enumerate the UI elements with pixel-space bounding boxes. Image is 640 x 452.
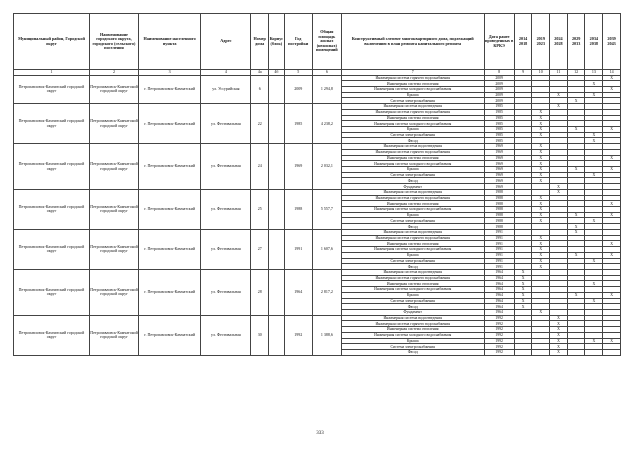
locality-cell: г. Петропавловск-Камчатский — [138, 229, 200, 269]
year-built-cell: 2009 — [284, 75, 312, 104]
work-type-cell: Инженерная система холодного водоснабжения — [341, 121, 484, 127]
last-repair-date-cell: 1985 — [484, 126, 514, 132]
period-mark-cell: X — [514, 304, 532, 310]
last-repair-date-cell: 1991 — [484, 241, 514, 247]
house-number-cell: 24 — [251, 144, 269, 190]
locality-cell: г. Петропавловск-Камчатский — [138, 144, 200, 190]
period-mark-cell — [514, 350, 532, 356]
period-mark-cell: X — [532, 247, 550, 253]
period-mark-cell: X — [585, 298, 603, 304]
period-mark-cell: X — [585, 92, 603, 98]
col-num: 10 — [532, 70, 550, 76]
period-mark-cell: X — [603, 252, 621, 258]
work-type-cell: Фасад — [341, 350, 484, 356]
last-repair-date-cell: 1969 — [484, 161, 514, 167]
work-type-cell: Инженерная система холодного водоснабжения — [341, 161, 484, 167]
period-mark-cell: X — [567, 252, 585, 258]
period-mark-cell: X — [603, 201, 621, 207]
work-type-cell: Инженерная система горячего водоснабжения — [341, 109, 484, 115]
col-period-4: 2029 2033 — [567, 14, 585, 70]
period-mark-cell: X — [603, 126, 621, 132]
col-num: 1 — [14, 70, 90, 76]
korpus-cell — [269, 229, 285, 269]
table-header — [14, 14, 621, 76]
work-type-cell: Фасад — [341, 138, 484, 144]
period-mark-cell: X — [585, 138, 603, 144]
col-num: 4б — [269, 70, 285, 76]
col-num: 2 — [90, 70, 139, 76]
last-repair-date-cell: 1985 — [484, 132, 514, 138]
work-type-cell: Инженерная система холодного водоснабжения — [341, 247, 484, 253]
period-mark-cell: X — [550, 189, 568, 195]
last-repair-date-cell: 1992 — [484, 327, 514, 333]
area-cell: 4 238,2 — [312, 104, 341, 144]
work-type-cell: Инженерная система отопления — [341, 201, 484, 207]
work-type-cell: Крыша — [341, 292, 484, 298]
last-repair-date-cell: 1991 — [484, 258, 514, 264]
last-repair-date-cell: 1992 — [484, 350, 514, 356]
last-repair-date-cell: 1992 — [484, 344, 514, 350]
last-repair-date-cell: 1992 — [484, 332, 514, 338]
period-mark-cell: X — [585, 81, 603, 87]
work-type-cell: Фундамент — [341, 184, 484, 190]
work-type-cell: Система электроснабжения — [341, 258, 484, 264]
period-mark-cell — [585, 350, 603, 356]
settlement-cell: Петропавловск-Камчатский городской округ — [90, 144, 139, 190]
work-type-cell: Система электроснабжения — [341, 344, 484, 350]
period-mark-cell: X — [532, 121, 550, 127]
work-type-cell: Фасад — [341, 264, 484, 270]
locality-cell: г. Петропавловск-Камчатский — [138, 75, 200, 104]
area-cell: 2 032,1 — [312, 144, 341, 190]
last-repair-date-cell: 1991 — [484, 252, 514, 258]
work-type-cell: Инженерная система водоотведения — [341, 189, 484, 195]
work-type-cell: Инженерная система водоотведения — [341, 229, 484, 235]
work-type-cell: Инженерная система отопления — [341, 115, 484, 121]
period-mark-cell: X — [532, 309, 550, 315]
period-mark-cell: X — [567, 229, 585, 235]
municipality-cell: Петропавловск-Камчатский городской округ — [14, 104, 90, 144]
last-repair-date-cell: 2009 — [484, 98, 514, 104]
korpus-cell — [269, 104, 285, 144]
work-type-cell: Инженерная система отопления — [341, 281, 484, 287]
korpus-cell — [269, 75, 285, 104]
last-repair-date-cell: 1964 — [484, 292, 514, 298]
col-num: 4 — [201, 70, 251, 76]
work-type-cell: Инженерная система горячего водоснабжения — [341, 75, 484, 81]
period-mark-cell: X — [603, 167, 621, 173]
work-type-cell: Инженерная система отопления — [341, 155, 484, 161]
house-number-cell: 6 — [251, 75, 269, 104]
col-period-6: 2039 2043 — [603, 14, 621, 70]
house-number-cell: 25 — [251, 189, 269, 229]
last-repair-date-cell: 1969 — [484, 167, 514, 173]
last-repair-date-cell: 1964 — [484, 269, 514, 275]
col-element: Конструктивный элемент многоквартирного дома, подлежащий включению в план ремонта капитального ремонта — [341, 14, 484, 70]
last-repair-date-cell: 1991 — [484, 235, 514, 241]
last-repair-date-cell: 1985 — [484, 109, 514, 115]
work-type-cell: Инженерная система водоотведения — [341, 144, 484, 150]
korpus-cell — [269, 315, 285, 355]
last-repair-date-cell: 1988 — [484, 212, 514, 218]
period-mark-cell: X — [514, 281, 532, 287]
year-built-cell: 1988 — [284, 189, 312, 229]
col-num: 8 — [484, 70, 514, 76]
work-type-cell: Система электроснабжения — [341, 298, 484, 304]
last-repair-date-cell: 1964 — [484, 298, 514, 304]
settlement-cell: Петропавловск-Камчатский городской округ — [90, 75, 139, 104]
work-type-cell: Крыша — [341, 252, 484, 258]
municipality-cell: Петропавловск-Камчатский городской округ — [14, 315, 90, 355]
col-year-built: Год постройки — [284, 14, 312, 70]
period-mark-cell: X — [567, 126, 585, 132]
house-number-cell: 30 — [251, 315, 269, 355]
last-repair-date-cell: 1988 — [484, 201, 514, 207]
period-mark-cell: X — [550, 184, 568, 190]
work-type-cell: Инженерная система отопления — [341, 327, 484, 333]
col-area: Общая площадь жилых (нежилых) помещений — [312, 14, 341, 70]
work-type-cell: Инженерная система отопления — [341, 241, 484, 247]
last-repair-date-cell: 1992 — [484, 315, 514, 321]
period-mark-cell: X — [532, 207, 550, 213]
col-last-repair: Дата ранее проведенных в КРКЭ — [484, 14, 514, 70]
period-mark-cell — [603, 350, 621, 356]
work-type-cell: Крыша — [341, 167, 484, 173]
col-korpus: Корпус (блок) — [269, 14, 285, 70]
year-built-cell: 1964 — [284, 269, 312, 315]
last-repair-date-cell: 1964 — [484, 275, 514, 281]
period-mark-cell: X — [514, 292, 532, 298]
period-mark-cell: X — [585, 281, 603, 287]
year-built-cell: 1992 — [284, 315, 312, 355]
municipality-cell: Петропавловск-Камчатский городской округ — [14, 75, 90, 104]
last-repair-date-cell: 1985 — [484, 115, 514, 121]
period-mark-cell: X — [514, 269, 532, 275]
work-type-cell: Инженерная система водоотведения — [341, 104, 484, 110]
col-num: 11 — [550, 70, 568, 76]
period-mark-cell: X — [532, 241, 550, 247]
last-repair-date-cell: 1969 — [484, 149, 514, 155]
locality-cell: г. Петропавловск-Камчатский — [138, 189, 200, 229]
period-mark-cell: X — [603, 86, 621, 92]
period-mark-cell: X — [532, 109, 550, 115]
work-type-cell: Фасад — [341, 178, 484, 184]
year-built-cell: 1991 — [284, 229, 312, 269]
period-mark-cell: X — [550, 338, 568, 344]
work-type-cell: Инженерная система горячего водоснабжения — [341, 195, 484, 201]
settlement-cell: Петропавловск-Камчатский городской округ — [90, 229, 139, 269]
table-body — [14, 75, 621, 355]
period-mark-cell: X — [585, 338, 603, 344]
col-num: 12 — [567, 70, 585, 76]
capital-repair-table — [13, 13, 621, 356]
settlement-cell: Петропавловск-Камчатский городской округ — [90, 269, 139, 315]
work-type-cell: Инженерная система горячего водоснабжения — [341, 321, 484, 327]
col-num: 14 — [603, 70, 621, 76]
period-mark-cell: X — [532, 149, 550, 155]
period-mark-cell: X — [550, 327, 568, 333]
last-repair-date-cell: 1988 — [484, 195, 514, 201]
col-num: 9 — [514, 70, 532, 76]
area-cell: 1 388,6 — [312, 315, 341, 355]
col-num: 7 — [341, 70, 484, 76]
street-cell: ул. Фестивальная — [201, 315, 251, 355]
korpus-cell — [269, 269, 285, 315]
last-repair-date-cell: 1988 — [484, 218, 514, 224]
period-mark-cell: X — [532, 144, 550, 150]
work-type-cell: Система электроснабжения — [341, 132, 484, 138]
work-type-cell: Инженерная система горячего водоснабжения — [341, 275, 484, 281]
last-repair-date-cell: 1969 — [484, 155, 514, 161]
period-mark-cell: X — [567, 98, 585, 104]
period-mark-cell: X — [603, 155, 621, 161]
last-repair-date-cell: 1969 — [484, 172, 514, 178]
last-repair-date-cell: 1992 — [484, 338, 514, 344]
korpus-cell — [269, 144, 285, 190]
col-num: 6 — [312, 70, 341, 76]
period-mark-cell: X — [603, 241, 621, 247]
col-locality: Наименование населенного пункта — [138, 14, 200, 70]
period-mark-cell: X — [550, 104, 568, 110]
col-period-5: 2034 2038 — [585, 14, 603, 70]
period-mark-cell: X — [603, 292, 621, 298]
period-mark-cell: X — [532, 167, 550, 173]
settlement-cell: Петропавловск-Камчатский городской округ — [90, 315, 139, 355]
work-type-cell: Инженерная система горячего водоснабжения — [341, 149, 484, 155]
col-num: 3 — [138, 70, 200, 76]
work-type-cell: Фасад — [341, 224, 484, 230]
period-mark-cell: X — [532, 132, 550, 138]
work-type-cell: Инженерная система холодного водоснабжения — [341, 332, 484, 338]
period-mark-cell — [567, 350, 585, 356]
work-type-cell: Система электроснабжения — [341, 218, 484, 224]
period-mark-cell: X — [603, 338, 621, 344]
period-mark-cell: X — [585, 218, 603, 224]
period-mark-cell: X — [585, 132, 603, 138]
period-mark-cell: X — [550, 350, 568, 356]
period-mark-cell: X — [567, 167, 585, 173]
work-type-cell: Инженерная система холодного водоснабжения — [341, 207, 484, 213]
work-type-cell: Фасад — [341, 304, 484, 310]
last-repair-date-cell: 2009 — [484, 86, 514, 92]
settlement-cell: Петропавловск-Камчатский городской округ — [90, 189, 139, 229]
last-repair-date-cell: 1969 — [484, 178, 514, 184]
col-period-3: 2024 2028 — [550, 14, 568, 70]
last-repair-date-cell: 2009 — [484, 92, 514, 98]
municipality-cell: Петропавловск-Камчатский городской округ — [14, 269, 90, 315]
period-mark-cell: X — [532, 201, 550, 207]
last-repair-date-cell: 1988 — [484, 224, 514, 230]
col-address: Адрес — [201, 14, 251, 70]
period-mark-cell — [532, 350, 550, 356]
work-type-cell: Система электроснабжения — [341, 172, 484, 178]
house-number-cell: 27 — [251, 229, 269, 269]
period-mark-cell: X — [550, 315, 568, 321]
col-num: 4а — [251, 70, 269, 76]
period-mark-cell: X — [532, 126, 550, 132]
period-mark-cell: X — [585, 172, 603, 178]
period-mark-cell: X — [532, 178, 550, 184]
last-repair-date-cell: 1969 — [484, 144, 514, 150]
work-type-cell: Крыша — [341, 212, 484, 218]
page-number: 333 — [316, 431, 324, 436]
period-mark-cell: X — [603, 212, 621, 218]
period-mark-cell: X — [550, 92, 568, 98]
last-repair-date-cell: 1992 — [484, 321, 514, 327]
last-repair-date-cell: 1985 — [484, 104, 514, 110]
street-cell: ул. Фестивальная — [201, 189, 251, 229]
last-repair-date-cell: 1991 — [484, 264, 514, 270]
period-mark-cell: X — [532, 155, 550, 161]
locality-cell: г. Петропавловск-Камчатский — [138, 104, 200, 144]
period-mark-cell: X — [514, 298, 532, 304]
street-cell: ул. Уссурийская — [201, 75, 251, 104]
period-mark-cell: X — [532, 235, 550, 241]
house-number-cell: 22 — [251, 104, 269, 144]
col-house: Номер дома — [251, 14, 269, 70]
area-cell: 1 294,8 — [312, 75, 341, 104]
last-repair-date-cell: 1991 — [484, 229, 514, 235]
year-built-cell: 1969 — [284, 144, 312, 190]
settlement-cell: Петропавловск-Камчатский городской округ — [90, 104, 139, 144]
locality-cell: г. Петропавловск-Камчатский — [138, 269, 200, 315]
street-cell: ул. Фестивальная — [201, 269, 251, 315]
period-mark-cell: X — [532, 218, 550, 224]
work-type-cell: Крыша — [341, 92, 484, 98]
work-type-cell: Фундамент — [341, 309, 484, 315]
last-repair-date-cell: 1985 — [484, 138, 514, 144]
last-repair-date-cell: 1969 — [484, 184, 514, 190]
area-cell: 2 817,2 — [312, 269, 341, 315]
street-cell: ул. Фестивальная — [201, 229, 251, 269]
work-type-cell: Инженерная система горячего водоснабжения — [341, 235, 484, 241]
col-period-1: 2014 2018 — [514, 14, 532, 70]
col-num: 5 — [284, 70, 312, 76]
period-mark-cell: X — [550, 332, 568, 338]
last-repair-date-cell: 1964 — [484, 281, 514, 287]
col-municipality: Муниципальный район, Городской округ — [14, 14, 90, 70]
period-mark-cell: X — [567, 224, 585, 230]
col-num: 13 — [585, 70, 603, 76]
area-cell: 1 607,6 — [312, 229, 341, 269]
period-mark-cell: X — [532, 264, 550, 270]
municipality-cell: Петропавловск-Камчатский городской округ — [14, 189, 90, 229]
header-row — [14, 14, 621, 70]
period-mark-cell: X — [532, 258, 550, 264]
last-repair-date-cell: 1988 — [484, 207, 514, 213]
period-mark-cell: X — [532, 212, 550, 218]
col-settlement: Наименование городского округа, городского (сельского) поселения — [90, 14, 139, 70]
work-type-cell: Инженерная система водоотведения — [341, 315, 484, 321]
period-mark-cell: X — [532, 115, 550, 121]
period-mark-cell: X — [550, 344, 568, 350]
col-period-2: 2019 2023 — [532, 14, 550, 70]
period-mark-cell: X — [514, 287, 532, 293]
last-repair-date-cell: 1988 — [484, 189, 514, 195]
area-cell: 5 557,7 — [312, 189, 341, 229]
work-type-cell: Система электроснабжения — [341, 98, 484, 104]
period-mark-cell: X — [532, 252, 550, 258]
korpus-cell — [269, 189, 285, 229]
municipality-cell: Петропавловск-Камчатский городской округ — [14, 229, 90, 269]
period-mark-cell: X — [532, 172, 550, 178]
municipality-cell: Петропавловск-Камчатский городской округ — [14, 144, 90, 190]
period-mark-cell: X — [585, 258, 603, 264]
work-type-cell: Инженерная система водоотведения — [341, 269, 484, 275]
house-number-cell: 28 — [251, 269, 269, 315]
last-repair-date-cell: 1991 — [484, 247, 514, 253]
period-mark-cell: X — [532, 161, 550, 167]
work-type-cell: Инженерная система холодного водоснабжения — [341, 86, 484, 92]
work-type-cell: Инженерная система отопления — [341, 81, 484, 87]
period-mark-cell: X — [514, 275, 532, 281]
last-repair-date-cell: 1964 — [484, 287, 514, 293]
street-cell: ул. Фестивальная — [201, 104, 251, 144]
period-mark-cell: X — [603, 75, 621, 81]
period-mark-cell: X — [567, 292, 585, 298]
street-cell: ул. Фестивальная — [201, 144, 251, 190]
last-repair-date-cell: 2009 — [484, 75, 514, 81]
locality-cell: г. Петропавловск-Камчатский — [138, 315, 200, 355]
period-mark-cell: X — [550, 321, 568, 327]
period-mark-cell: X — [532, 195, 550, 201]
work-type-cell: Крыша — [341, 126, 484, 132]
work-type-cell: Инженерная система холодного водоснабжения — [341, 287, 484, 293]
year-built-cell: 1985 — [284, 104, 312, 144]
period-mark-cell: X — [567, 212, 585, 218]
work-type-cell: Крыша — [341, 338, 484, 344]
last-repair-date-cell: 1964 — [484, 304, 514, 310]
last-repair-date-cell: 2009 — [484, 81, 514, 87]
last-repair-date-cell: 1964 — [484, 309, 514, 315]
last-repair-date-cell: 1985 — [484, 121, 514, 127]
